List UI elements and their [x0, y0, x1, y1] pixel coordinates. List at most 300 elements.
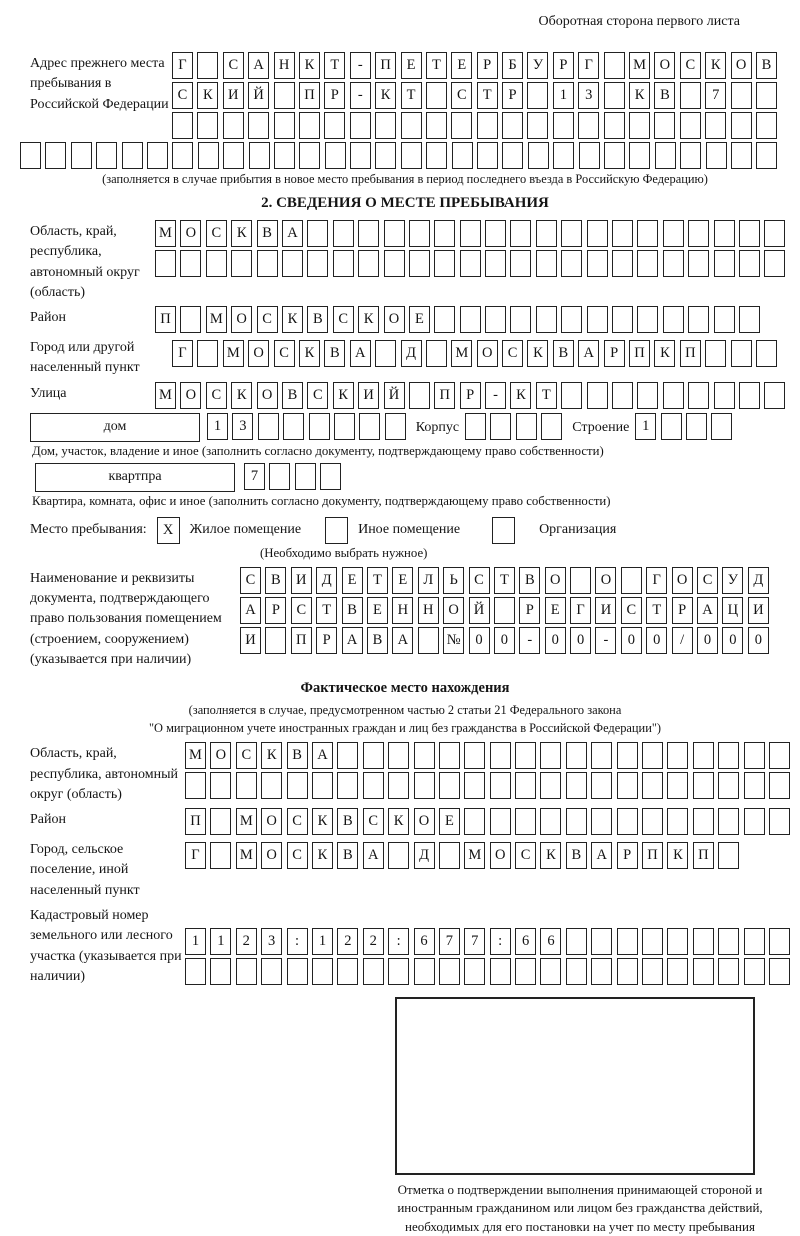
char-cell[interactable] [375, 142, 396, 169]
char-cell[interactable]: Е [439, 808, 460, 835]
char-cell[interactable] [661, 413, 682, 440]
char-cell[interactable]: К [261, 742, 282, 769]
char-cell[interactable] [434, 220, 455, 247]
char-cell[interactable] [693, 958, 714, 985]
char-cell[interactable]: Р [617, 842, 638, 869]
char-cell[interactable]: М [206, 306, 227, 333]
char-cell[interactable]: Г [570, 597, 591, 624]
apartment-type-box[interactable]: квартпра [35, 463, 235, 492]
char-cell[interactable]: А [578, 340, 599, 367]
char-cell[interactable]: К [705, 52, 726, 79]
char-cell[interactable]: М [236, 842, 257, 869]
char-cell[interactable] [312, 958, 333, 985]
char-cell[interactable] [409, 382, 430, 409]
char-cell[interactable]: Р [265, 597, 286, 624]
char-cell[interactable] [363, 958, 384, 985]
char-cell[interactable]: - [595, 627, 616, 654]
char-cell[interactable]: Г [172, 340, 193, 367]
char-cell[interactable] [426, 340, 447, 367]
char-cell[interactable]: О [545, 567, 566, 594]
char-cell[interactable] [718, 958, 739, 985]
char-cell[interactable]: 2 [337, 928, 358, 955]
house-type-box[interactable]: дом [30, 413, 200, 442]
char-cell[interactable]: Т [494, 567, 515, 594]
char-cell[interactable]: Р [477, 52, 498, 79]
char-cell[interactable] [617, 958, 638, 985]
char-cell[interactable]: Д [414, 842, 435, 869]
char-cell[interactable] [739, 220, 760, 247]
char-cell[interactable] [629, 142, 650, 169]
char-cell[interactable]: М [155, 220, 176, 247]
char-cell[interactable]: П [680, 340, 701, 367]
char-cell[interactable] [490, 808, 511, 835]
char-cell[interactable] [667, 742, 688, 769]
char-cell[interactable]: П [155, 306, 176, 333]
char-cell[interactable] [414, 772, 435, 799]
char-cell[interactable]: К [527, 340, 548, 367]
char-cell[interactable]: В [337, 808, 358, 835]
char-cell[interactable] [731, 142, 752, 169]
char-cell[interactable] [434, 306, 455, 333]
char-cell[interactable]: М [185, 742, 206, 769]
char-cell[interactable]: 1 [207, 413, 228, 440]
char-cell[interactable] [307, 250, 328, 277]
char-cell[interactable]: В [257, 220, 278, 247]
char-cell[interactable] [515, 808, 536, 835]
char-cell[interactable]: М [155, 382, 176, 409]
char-cell[interactable] [388, 958, 409, 985]
char-cell[interactable]: Т [367, 567, 388, 594]
char-cell[interactable]: Т [477, 82, 498, 109]
char-cell[interactable] [570, 567, 591, 594]
char-cell[interactable]: : [388, 928, 409, 955]
char-cell[interactable] [71, 142, 92, 169]
char-cell[interactable]: К [654, 340, 675, 367]
char-cell[interactable] [485, 250, 506, 277]
char-cell[interactable] [642, 928, 663, 955]
char-cell[interactable]: С [697, 567, 718, 594]
char-cell[interactable] [180, 250, 201, 277]
char-cell[interactable] [705, 112, 726, 139]
char-cell[interactable]: Е [545, 597, 566, 624]
char-cell[interactable]: О [414, 808, 435, 835]
char-cell[interactable] [384, 250, 405, 277]
char-cell[interactable]: К [540, 842, 561, 869]
char-cell[interactable] [693, 928, 714, 955]
char-cell[interactable]: С [206, 220, 227, 247]
char-cell[interactable]: В [566, 842, 587, 869]
char-cell[interactable] [578, 112, 599, 139]
char-cell[interactable] [265, 627, 286, 654]
char-cell[interactable]: В [756, 52, 777, 79]
char-cell[interactable] [617, 808, 638, 835]
char-cell[interactable]: Г [185, 842, 206, 869]
char-cell[interactable] [718, 842, 739, 869]
char-cell[interactable]: Р [460, 382, 481, 409]
char-cell[interactable]: 7 [244, 463, 265, 490]
char-cell[interactable] [334, 413, 355, 440]
char-cell[interactable] [409, 250, 430, 277]
char-cell[interactable]: С [621, 597, 642, 624]
char-cell[interactable] [617, 742, 638, 769]
char-cell[interactable] [764, 220, 785, 247]
char-cell[interactable]: : [287, 928, 308, 955]
char-cell[interactable]: К [197, 82, 218, 109]
char-cell[interactable] [236, 958, 257, 985]
char-cell[interactable] [667, 958, 688, 985]
char-cell[interactable]: К [667, 842, 688, 869]
char-cell[interactable] [210, 808, 231, 835]
char-cell[interactable]: Д [748, 567, 769, 594]
char-cell[interactable] [485, 220, 506, 247]
char-cell[interactable] [693, 772, 714, 799]
char-cell[interactable]: М [451, 340, 472, 367]
char-cell[interactable] [540, 742, 561, 769]
char-cell[interactable]: А [312, 742, 333, 769]
char-cell[interactable]: О [443, 597, 464, 624]
char-cell[interactable]: С [287, 808, 308, 835]
char-cell[interactable] [236, 772, 257, 799]
char-cell[interactable] [452, 142, 473, 169]
char-cell[interactable] [612, 220, 633, 247]
stay-type-checkbox-other[interactable] [325, 517, 348, 544]
char-cell[interactable] [295, 463, 316, 490]
char-cell[interactable] [249, 142, 270, 169]
char-cell[interactable] [439, 742, 460, 769]
char-cell[interactable]: К [312, 808, 333, 835]
char-cell[interactable] [385, 413, 406, 440]
char-cell[interactable] [688, 382, 709, 409]
char-cell[interactable]: Р [553, 52, 574, 79]
char-cell[interactable] [464, 958, 485, 985]
char-cell[interactable] [561, 250, 582, 277]
char-cell[interactable] [769, 958, 790, 985]
char-cell[interactable] [706, 142, 727, 169]
char-cell[interactable]: И [291, 567, 312, 594]
char-cell[interactable]: Г [646, 567, 667, 594]
char-cell[interactable] [756, 112, 777, 139]
char-cell[interactable] [587, 220, 608, 247]
char-cell[interactable]: П [291, 627, 312, 654]
char-cell[interactable] [744, 772, 765, 799]
char-cell[interactable]: Б [502, 52, 523, 79]
char-cell[interactable] [714, 220, 735, 247]
char-cell[interactable]: 0 [621, 627, 642, 654]
char-cell[interactable]: В [367, 627, 388, 654]
char-cell[interactable]: Т [316, 597, 337, 624]
char-cell[interactable]: А [363, 842, 384, 869]
char-cell[interactable] [96, 142, 117, 169]
char-cell[interactable]: П [185, 808, 206, 835]
char-cell[interactable] [312, 772, 333, 799]
char-cell[interactable]: Г [578, 52, 599, 79]
char-cell[interactable]: Т [401, 82, 422, 109]
char-cell[interactable] [667, 928, 688, 955]
char-cell[interactable]: Д [401, 340, 422, 367]
char-cell[interactable] [587, 306, 608, 333]
char-cell[interactable]: П [693, 842, 714, 869]
char-cell[interactable] [714, 382, 735, 409]
char-cell[interactable]: И [748, 597, 769, 624]
char-cell[interactable]: С [469, 567, 490, 594]
char-cell[interactable] [185, 772, 206, 799]
char-cell[interactable] [172, 112, 193, 139]
char-cell[interactable] [617, 772, 638, 799]
char-cell[interactable]: 0 [469, 627, 490, 654]
char-cell[interactable] [756, 142, 777, 169]
char-cell[interactable] [515, 772, 536, 799]
char-cell[interactable] [337, 772, 358, 799]
char-cell[interactable]: 0 [697, 627, 718, 654]
char-cell[interactable]: У [722, 567, 743, 594]
char-cell[interactable] [756, 82, 777, 109]
char-cell[interactable]: А [282, 220, 303, 247]
char-cell[interactable] [510, 250, 531, 277]
char-cell[interactable] [258, 413, 279, 440]
char-cell[interactable]: Н [274, 52, 295, 79]
char-cell[interactable]: И [595, 597, 616, 624]
char-cell[interactable] [536, 306, 557, 333]
char-cell[interactable]: 0 [646, 627, 667, 654]
char-cell[interactable] [510, 220, 531, 247]
char-cell[interactable] [769, 928, 790, 955]
char-cell[interactable] [566, 808, 587, 835]
char-cell[interactable]: Р [502, 82, 523, 109]
char-cell[interactable] [642, 772, 663, 799]
char-cell[interactable] [510, 306, 531, 333]
char-cell[interactable]: Н [392, 597, 413, 624]
char-cell[interactable] [350, 142, 371, 169]
char-cell[interactable]: С [451, 82, 472, 109]
char-cell[interactable]: К [358, 306, 379, 333]
char-cell[interactable]: - [350, 82, 371, 109]
char-cell[interactable]: С [287, 842, 308, 869]
char-cell[interactable] [739, 306, 760, 333]
char-cell[interactable]: К [312, 842, 333, 869]
char-cell[interactable]: Р [324, 82, 345, 109]
char-cell[interactable]: М [629, 52, 650, 79]
char-cell[interactable]: А [591, 842, 612, 869]
char-cell[interactable] [231, 250, 252, 277]
char-cell[interactable]: П [629, 340, 650, 367]
char-cell[interactable] [358, 220, 379, 247]
char-cell[interactable] [718, 808, 739, 835]
char-cell[interactable]: С [363, 808, 384, 835]
char-cell[interactable] [185, 958, 206, 985]
char-cell[interactable] [769, 742, 790, 769]
char-cell[interactable] [418, 627, 439, 654]
char-cell[interactable]: С [223, 52, 244, 79]
char-cell[interactable]: О [180, 382, 201, 409]
char-cell[interactable]: К [510, 382, 531, 409]
char-cell[interactable] [147, 142, 168, 169]
char-cell[interactable] [744, 928, 765, 955]
char-cell[interactable] [363, 742, 384, 769]
char-cell[interactable] [439, 958, 460, 985]
char-cell[interactable] [439, 772, 460, 799]
char-cell[interactable]: К [299, 340, 320, 367]
char-cell[interactable] [494, 597, 515, 624]
char-cell[interactable] [299, 142, 320, 169]
char-cell[interactable]: В [282, 382, 303, 409]
char-cell[interactable] [591, 808, 612, 835]
char-cell[interactable] [579, 142, 600, 169]
char-cell[interactable] [464, 772, 485, 799]
char-cell[interactable]: О [261, 808, 282, 835]
char-cell[interactable]: Е [409, 306, 430, 333]
char-cell[interactable]: 3 [261, 928, 282, 955]
char-cell[interactable]: Л [418, 567, 439, 594]
char-cell[interactable]: С [680, 52, 701, 79]
char-cell[interactable] [688, 306, 709, 333]
char-cell[interactable] [414, 742, 435, 769]
char-cell[interactable] [604, 52, 625, 79]
char-cell[interactable]: А [392, 627, 413, 654]
char-cell[interactable]: О [180, 220, 201, 247]
char-cell[interactable] [642, 958, 663, 985]
char-cell[interactable] [731, 82, 752, 109]
char-cell[interactable] [274, 142, 295, 169]
char-cell[interactable] [287, 772, 308, 799]
char-cell[interactable] [642, 742, 663, 769]
char-cell[interactable] [528, 142, 549, 169]
char-cell[interactable] [637, 220, 658, 247]
char-cell[interactable]: Р [519, 597, 540, 624]
char-cell[interactable]: С [291, 597, 312, 624]
char-cell[interactable]: 7 [439, 928, 460, 955]
char-cell[interactable] [477, 112, 498, 139]
char-cell[interactable] [540, 772, 561, 799]
char-cell[interactable]: Е [342, 567, 363, 594]
char-cell[interactable]: 1 [185, 928, 206, 955]
char-cell[interactable] [718, 928, 739, 955]
char-cell[interactable]: Т [536, 382, 557, 409]
char-cell[interactable]: О [231, 306, 252, 333]
char-cell[interactable] [465, 413, 486, 440]
char-cell[interactable]: К [388, 808, 409, 835]
char-cell[interactable]: А [342, 627, 363, 654]
char-cell[interactable] [680, 112, 701, 139]
char-cell[interactable]: С [515, 842, 536, 869]
char-cell[interactable] [739, 382, 760, 409]
char-cell[interactable] [414, 958, 435, 985]
char-cell[interactable] [663, 220, 684, 247]
char-cell[interactable] [197, 340, 218, 367]
char-cell[interactable] [248, 112, 269, 139]
char-cell[interactable] [439, 842, 460, 869]
char-cell[interactable] [388, 842, 409, 869]
char-cell[interactable] [686, 413, 707, 440]
char-cell[interactable] [409, 220, 430, 247]
char-cell[interactable] [223, 142, 244, 169]
char-cell[interactable]: 6 [515, 928, 536, 955]
char-cell[interactable]: В [324, 340, 345, 367]
char-cell[interactable] [612, 382, 633, 409]
char-cell[interactable]: Й [384, 382, 405, 409]
char-cell[interactable] [731, 340, 752, 367]
char-cell[interactable]: М [464, 842, 485, 869]
char-cell[interactable] [375, 112, 396, 139]
char-cell[interactable] [587, 250, 608, 277]
char-cell[interactable] [274, 112, 295, 139]
char-cell[interactable]: В [287, 742, 308, 769]
char-cell[interactable]: В [265, 567, 286, 594]
char-cell[interactable] [718, 742, 739, 769]
char-cell[interactable]: 2 [363, 928, 384, 955]
stay-type-checkbox-organization[interactable] [492, 517, 515, 544]
char-cell[interactable] [460, 250, 481, 277]
char-cell[interactable] [566, 742, 587, 769]
char-cell[interactable]: С [502, 340, 523, 367]
char-cell[interactable] [180, 306, 201, 333]
char-cell[interactable]: О [248, 340, 269, 367]
char-cell[interactable] [460, 220, 481, 247]
char-cell[interactable] [122, 142, 143, 169]
char-cell[interactable] [515, 742, 536, 769]
char-cell[interactable]: Й [469, 597, 490, 624]
char-cell[interactable]: Й [248, 82, 269, 109]
char-cell[interactable] [566, 772, 587, 799]
char-cell[interactable] [287, 958, 308, 985]
char-cell[interactable]: 6 [414, 928, 435, 955]
char-cell[interactable]: П [642, 842, 663, 869]
char-cell[interactable] [612, 306, 633, 333]
char-cell[interactable] [197, 52, 218, 79]
char-cell[interactable] [637, 382, 658, 409]
char-cell[interactable]: С [206, 382, 227, 409]
char-cell[interactable] [460, 306, 481, 333]
char-cell[interactable]: О [261, 842, 282, 869]
char-cell[interactable] [655, 142, 676, 169]
char-cell[interactable]: Е [367, 597, 388, 624]
char-cell[interactable]: И [240, 627, 261, 654]
char-cell[interactable] [20, 142, 41, 169]
char-cell[interactable] [561, 306, 582, 333]
char-cell[interactable]: В [519, 567, 540, 594]
char-cell[interactable]: Г [172, 52, 193, 79]
char-cell[interactable] [210, 772, 231, 799]
char-cell[interactable]: В [342, 597, 363, 624]
char-cell[interactable] [309, 413, 330, 440]
char-cell[interactable]: 3 [578, 82, 599, 109]
char-cell[interactable]: - [519, 627, 540, 654]
char-cell[interactable] [688, 250, 709, 277]
char-cell[interactable] [384, 220, 405, 247]
char-cell[interactable]: А [697, 597, 718, 624]
char-cell[interactable] [197, 112, 218, 139]
char-cell[interactable] [206, 250, 227, 277]
char-cell[interactable] [527, 112, 548, 139]
char-cell[interactable]: П [434, 382, 455, 409]
char-cell[interactable]: К [231, 382, 252, 409]
char-cell[interactable] [591, 958, 612, 985]
char-cell[interactable] [490, 772, 511, 799]
char-cell[interactable] [375, 340, 396, 367]
char-cell[interactable]: К [282, 306, 303, 333]
char-cell[interactable] [561, 382, 582, 409]
char-cell[interactable] [566, 958, 587, 985]
char-cell[interactable] [210, 958, 231, 985]
char-cell[interactable] [591, 928, 612, 955]
char-cell[interactable] [261, 772, 282, 799]
char-cell[interactable] [744, 808, 765, 835]
char-cell[interactable] [464, 808, 485, 835]
char-cell[interactable] [490, 413, 511, 440]
char-cell[interactable]: В [307, 306, 328, 333]
char-cell[interactable] [257, 250, 278, 277]
char-cell[interactable] [561, 220, 582, 247]
char-cell[interactable] [502, 112, 523, 139]
